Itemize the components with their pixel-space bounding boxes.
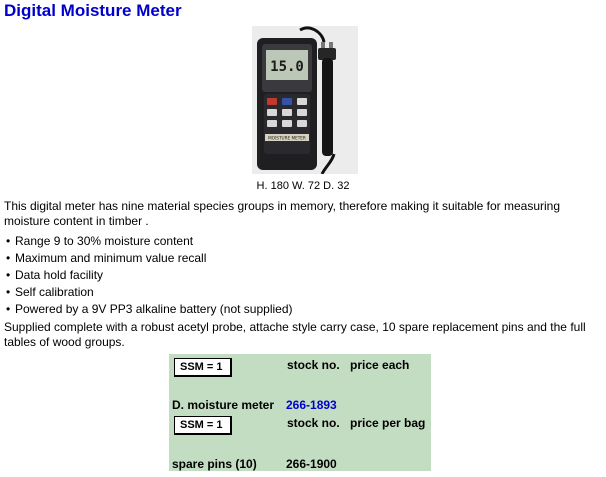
feature-item: • Self calibration (6, 284, 293, 301)
stock-number-link[interactable]: 266-1893 (286, 398, 337, 412)
feature-item: • Powered by a 9V PP3 alkaline battery (not supplied) (6, 301, 293, 318)
page-title: Digital Moisture Meter (4, 1, 182, 20)
meter-model-label: MOISTURE METER (268, 135, 306, 141)
price-header: price per bag (350, 416, 426, 430)
product-photo (252, 26, 358, 174)
ssm-label: SSM (180, 419, 204, 431)
moisture-meter-image (252, 26, 358, 174)
item-name: spare pins (10) (172, 457, 257, 471)
ssm-value: = 1 (206, 419, 223, 431)
stock-number-header: stock no. (287, 358, 340, 372)
ssm-badge (174, 416, 232, 435)
price-header: price each (350, 358, 410, 372)
stock-number-header: stock no. (287, 416, 340, 430)
supplied-contents: Supplied complete with a robust acetyl probe, attache style carry case, 10 spare replacement pins and the full tables of wood groups. (4, 320, 586, 349)
ssm-label: SSM (180, 361, 204, 373)
ssm-value: = 1 (206, 361, 223, 373)
order-table (169, 354, 431, 471)
feature-item: • Maximum and minimum value recall (6, 250, 293, 267)
meter-display-reading: 15.0 (270, 59, 304, 75)
product-dimensions: H. 180 W. 72 D. 32 (256, 180, 350, 192)
feature-item: • Data hold facility (6, 267, 293, 284)
feature-item: • Range 9 to 30% moisture content (6, 233, 293, 250)
item-name: D. moisture meter (172, 398, 275, 412)
product-description: This digital meter has nine material species groups in memory, therefore making it suitable for measuring moisture content in timber . (4, 199, 561, 228)
feature-list (6, 233, 293, 318)
stock-number: 266-1900 (286, 457, 337, 471)
ssm-badge (174, 358, 232, 377)
